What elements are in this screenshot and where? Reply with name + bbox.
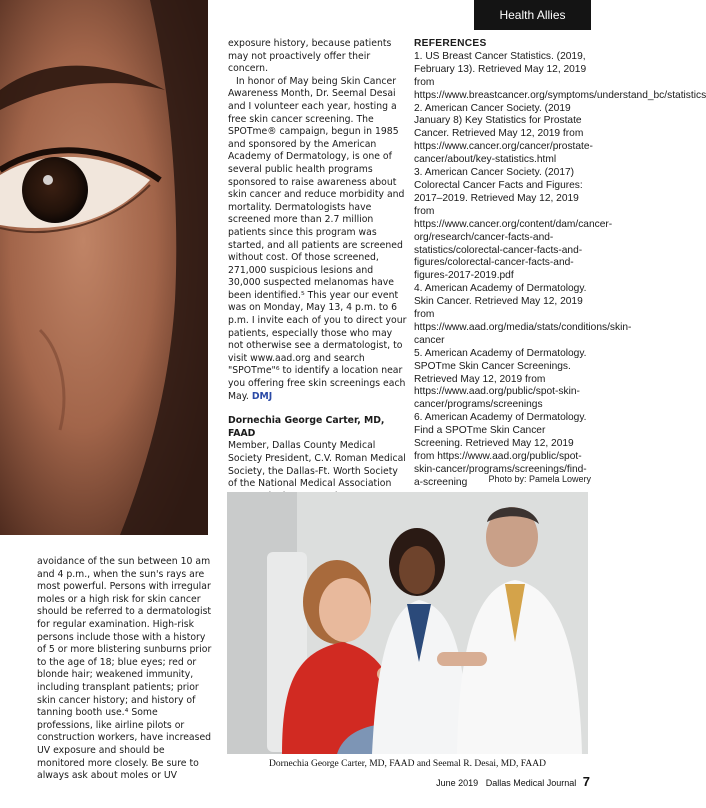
references-column [414,38,706,490]
photo-caption: Dornechia George Carter, MD, FAAD and Seemal R. Desai, MD, FAAD [269,759,546,769]
section-header-tab [474,0,591,30]
reference-item: 1. US Breast Cancer Statistics. (2019, February 13). Retrieved May 12, 2019 from https://www.breastcancer.org/symptoms/understand_bc/statistics [414,50,706,101]
references-title: REFERENCES [414,38,487,49]
face-closeup-photo [0,0,208,535]
article-paragraph-text: In honor of May being Skin Cancer Awareness Month, Dr. Seemal Desai and I volunteer each year, hosting a free skin cancer screening. The SPOTme® campaign, begun in 1985 and sponsored by the American Academy of Dermatology, is one of several public health programs sponsored to raise awareness about skin cancer and reduce morbidity and mortality. Dermatologists have screened more than 2.7 million patients since this program was started, and all patients are screened without cost. Of those screened, 271,000 suspicious lesions and 30,000 suspected melanomas have been identified.⁵ This year our event was on Monday, May 13, 4 p.m. to 6 p.m. I invite each of you to direct your patients, especially those who may not otherwise see a dermatologist, to visit www.aad.org and search "SPOTme"⁶ to identify a location near you offering free skin screenings each May. [228,75,407,402]
footer-issue: June 2019 [436,778,479,788]
reference-item: 2. American Cancer Society. (2019 January 8) Key Statistics for Prostate Cancer. Retrieved May 12, 2019 from https://www.cancer.org/cancer/prostate-cancer/about/key-statistics.html [414,102,593,166]
author-name: Dornechia George Carter, MD, FAAD [228,415,385,439]
end-mark: DMJ [251,390,273,402]
reference-item: 4. American Academy of Dermatology. Skin Cancer. Retrieved May 12, 2019 from https://www.aad.org/media/stats/conditions/skin-cancer [414,283,632,346]
footer-publication: Dallas Medical Journal [485,778,577,788]
article-bottom-left-column [37,556,215,783]
reference-item: 6. American Academy of Dermatology. Find a SPOTme Skin Cancer Screening. Retrieved May 12, 2019 from https://www.aad.org/public/spot-skin-cancer/programs/screenings/find-a-screening [414,412,587,488]
reference-item: 3. American Cancer Society. (2017) Colorectal Cancer Facts and Figures: 2017–2019. Retrieved May 12, 2019 from https://www.cancer.org/content/dam/cancer-org/research/cancer-facts-and-statistics/colorectal-cancer-facts-and-figures/colorectal-cancer-facts-and-figures-2017-2019.pdf [414,167,613,282]
photo-credit: Photo by: Pamela Lowery [488,474,591,484]
section-title: Health Allies [499,8,566,22]
page-number: 7 [582,774,590,789]
article-paragraph [228,76,408,403]
reference-item: 5. American Academy of Dermatology. SPOTme Skin Cancer Screenings. Retrieved May 12, 2019 from https://www.aad.org/public/spot-skin-cancer/programs/screenings [414,347,587,411]
article-middle-column [228,38,408,516]
author-bio: Member, Dallas County Medical Society President, C.V. Roman Medical Society, the Dallas-Ft. Worth Society of the National Medical Association [228,440,406,490]
article-paragraph: avoidance of the sun between 10 am and 4 p.m., when the sun's rays are most powerful. Persons with irregular moles or a high risk for skin cancer should be referred to a dermatologist for regular examination. High-risk persons include those with a history of 5 or more blistering sunburns prior to the age of 18; blue eyes; red or blonde hair; weakened immunity, including transplant patients; prior skin cancer history; and history of tanning booth use.⁴ Some professions, like airline pilots or construction workers, have increased UV exposure and should be monitored more closely. Be sure to always ask about moles or UV [37,556,212,782]
clinic-exam-photo [227,492,588,754]
page-footer [420,774,590,789]
article-paragraph: exposure history, because patients may not proactively offer their concern. [228,38,392,75]
